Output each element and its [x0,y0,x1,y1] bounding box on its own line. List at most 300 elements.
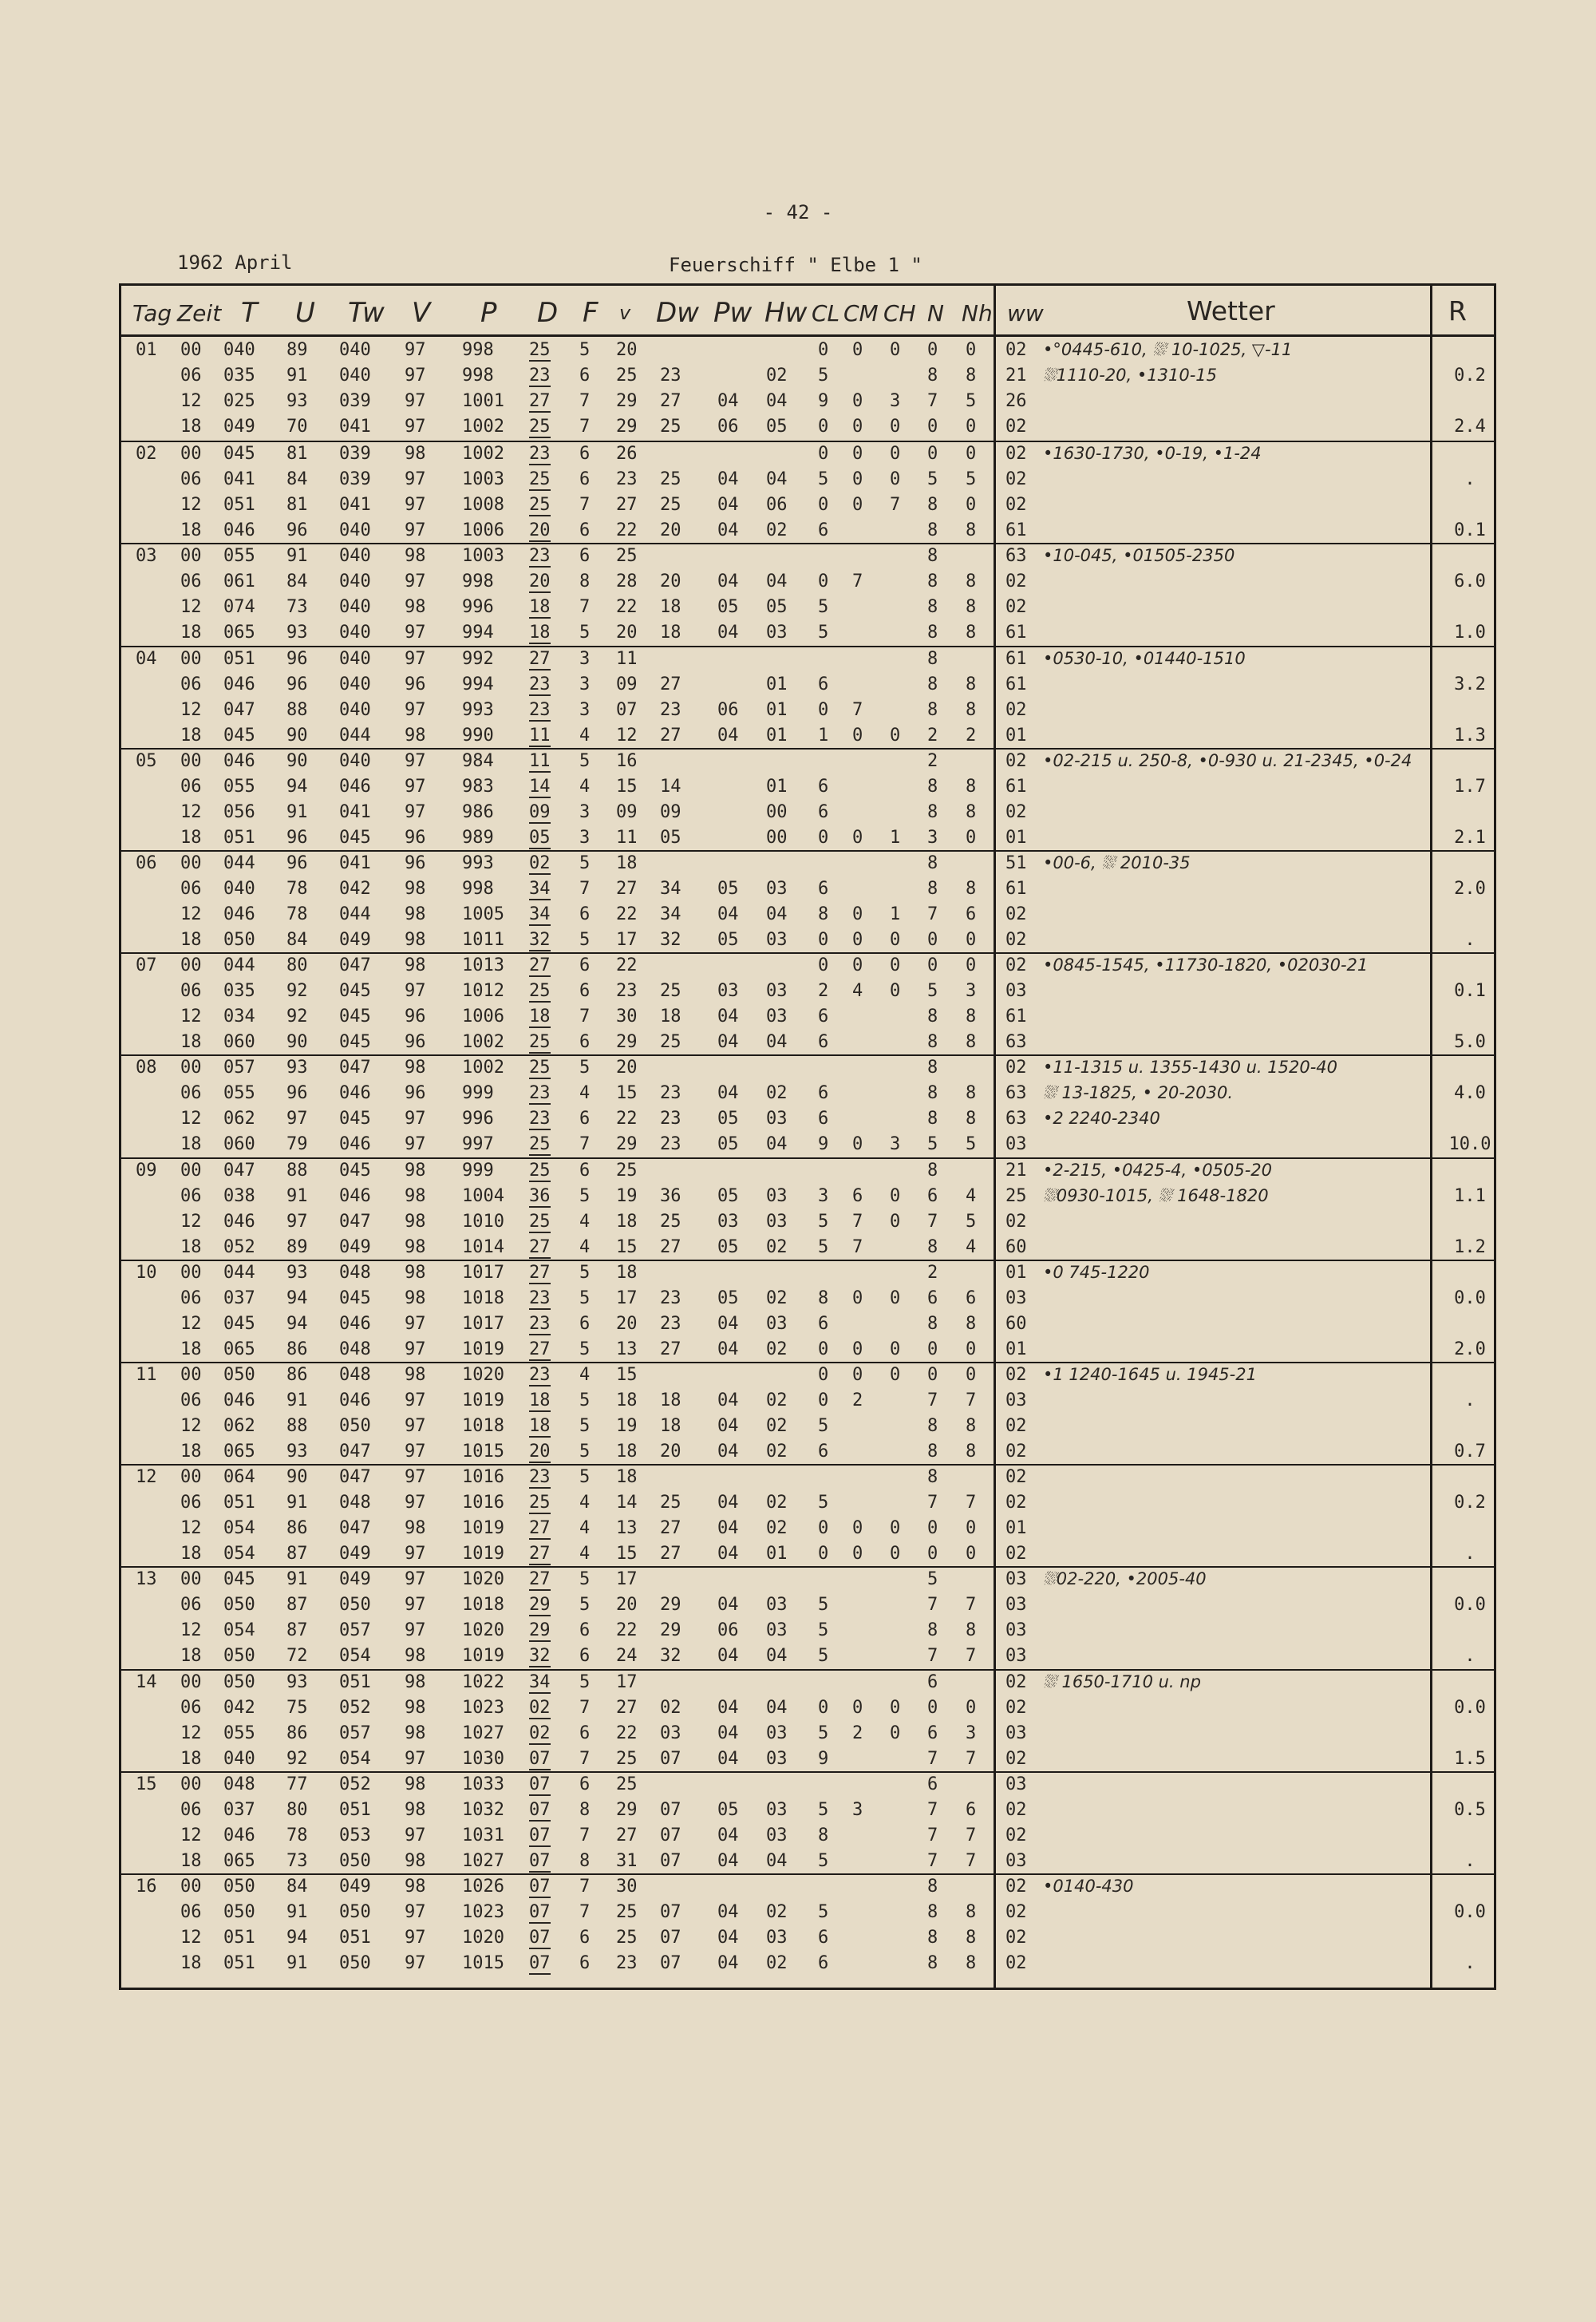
cell-v: 97 [405,1902,426,1922]
cell-u: 84 [286,572,308,592]
cell-v: 98 [405,725,426,746]
cell-pw: 04 [717,1339,739,1359]
cell-v: 97 [405,1416,426,1436]
cell-dw: 23 [660,1288,681,1308]
cell-v: 98 [405,930,426,950]
cell-dw: 32 [660,930,681,950]
cell-p: 1019 [462,1518,504,1539]
cell-t: 06 [180,776,202,797]
cell-pw: 05 [717,1236,739,1257]
cell-hw: 04 [766,469,788,490]
cell-v: 07 [616,699,638,720]
cell-pw: 03 [717,1211,739,1232]
cell-cm: 4 [852,981,863,1002]
cell-t: 18 [180,1339,202,1359]
cell-p: 992 [462,648,494,669]
cell-pw: 04 [717,1928,739,1948]
cell-t: 035 [223,366,255,386]
cell-f: 7 [579,1007,591,1027]
cell-v: 23 [616,469,638,490]
cell-t: 00 [180,955,202,976]
cell-p: 990 [462,725,494,746]
cell-cl: 6 [818,674,829,694]
cell-t: 18 [180,930,202,950]
cell-tw: 047 [339,1442,371,1462]
cell-ch: 0 [890,417,901,437]
cell-pw: 04 [717,1544,739,1564]
header-station: Feuerschiff " Elbe 1 " [669,254,922,276]
cell-tw: 046 [339,1313,371,1334]
cell-ww: 02 [1005,1748,1027,1769]
cell-ww: 02 [1005,1902,1027,1922]
cell-nh: 0 [966,1697,977,1718]
cell-d: 18 [529,1390,551,1410]
cell-f: 3 [579,699,591,720]
cell-p: 996 [462,1109,494,1129]
cell-d: 23 [529,699,551,720]
table-row [121,1236,1494,1261]
day-block [121,1873,1494,1977]
cell-dw: 27 [660,725,681,746]
cell-t: 00 [180,444,202,465]
col-v: v [619,302,631,324]
cell-d: 07 [529,1928,551,1948]
table-row [121,468,1494,493]
cell-u: 78 [286,904,308,924]
cell-tw: 039 [339,444,371,465]
table-row [121,1849,1494,1875]
cell-u: 81 [286,495,308,516]
cell-ch: 3 [890,391,901,411]
cell-cl: 5 [818,1850,829,1871]
table-row [121,979,1494,1005]
cell-cl: 6 [818,879,829,899]
cell-v: 97 [405,981,426,1002]
cell-pw: 04 [717,1007,739,1027]
cell-hw: 04 [766,391,788,411]
cell-dw: 25 [660,1211,681,1232]
cell-cl: 6 [818,520,829,541]
cell-ww: 03 [1005,1850,1027,1871]
cell-dw: 32 [660,1646,681,1667]
cell-cl: 5 [818,366,829,386]
cell-v: 27 [616,1825,638,1845]
table-row [121,903,1494,928]
cell-ww: 01 [1005,725,1027,746]
cell-f: 4 [579,776,591,797]
cell-v: 97 [405,1134,426,1155]
cell-hw: 04 [766,1134,788,1155]
cell-t: 055 [223,1723,255,1743]
cell-v: 22 [616,1109,638,1129]
cell-dw: 29 [660,1595,681,1616]
cell-tw: 044 [339,725,371,746]
cell-t: 074 [223,597,255,618]
cell-nh: 4 [966,1185,977,1206]
cell-cl: 5 [818,1620,829,1641]
cell-t: 12 [180,597,202,618]
cell-ww: 02 [1005,801,1027,822]
cell-nh: 8 [966,801,977,822]
cell-v: 97 [405,801,426,822]
cell-nh: 8 [966,1032,977,1053]
cell-u: 96 [286,520,308,541]
cell-d: 02 [529,853,551,873]
cell-t: 044 [223,1262,255,1283]
cell-v: 97 [405,1928,426,1948]
cell-n: 7 [927,1850,938,1871]
cell-dw: 25 [660,417,681,437]
cell-t: 065 [223,623,255,643]
cell-n: 7 [927,1390,938,1410]
cell-t: 047 [223,1160,255,1181]
cell-u: 84 [286,930,308,950]
cell-pw: 05 [717,1134,739,1155]
cell-t: 046 [223,1825,255,1845]
cell-n: 8 [927,572,938,592]
cell-f: 5 [579,750,591,771]
cell-nh: 8 [966,1953,977,1973]
cell-u: 92 [286,981,308,1002]
cell-p: 1013 [462,955,504,976]
cell-d: 18 [529,623,551,643]
cell-hw: 02 [766,1339,788,1359]
cell-v: 97 [405,1390,426,1410]
cell-ww: 02 [1005,955,1027,976]
cell-r: 1.7 [1454,776,1486,797]
table-row [121,877,1494,903]
cell-d: 18 [529,597,551,618]
cell-pw: 06 [717,1620,739,1641]
table-row [121,647,1494,673]
cell-v: 29 [616,417,638,437]
cell-day: 01 [136,340,157,360]
cell-d: 20 [529,520,551,541]
table-row [121,1491,1494,1517]
cell-hw: 04 [766,1032,788,1053]
cell-hw: 04 [766,904,788,924]
cell-d: 11 [529,725,551,746]
table-row [121,1517,1494,1542]
cell-ww: 01 [1005,1518,1027,1539]
cell-u: 92 [286,1007,308,1027]
cell-v: 24 [616,1646,638,1667]
table-row [121,1926,1494,1952]
cell-d: 07 [529,1850,551,1871]
cell-nh: 8 [966,1313,977,1334]
weather-note: •02-215 u. 250-8, •0-930 u. 21-2345, •0-24 [1043,750,1412,770]
table-row [121,519,1494,544]
cell-v: 29 [616,391,638,411]
cell-v: 27 [616,879,638,899]
cell-p: 1006 [462,1007,504,1027]
cell-v: 23 [616,1953,638,1973]
table-row [121,698,1494,724]
cell-dw: 29 [660,1620,681,1641]
cell-r: 0.1 [1454,520,1486,541]
cell-ww: 63 [1005,1109,1027,1129]
cell-day: 08 [136,1058,157,1078]
cell-d: 23 [529,1109,551,1129]
cell-v: 98 [405,1058,426,1078]
cell-pw: 05 [717,1185,739,1206]
cell-p: 1018 [462,1288,504,1308]
cell-tw: 041 [339,495,371,516]
cell-t: 050 [223,1671,255,1692]
cell-tw: 042 [339,879,371,899]
cell-cl: 0 [818,572,829,592]
cell-ww: 02 [1005,417,1027,437]
cell-p: 983 [462,776,494,797]
cell-n: 8 [927,366,938,386]
cell-hw: 04 [766,1646,788,1667]
table-row [121,928,1494,954]
cell-v: 98 [405,1211,426,1232]
cell-hw: 03 [766,1211,788,1232]
table-row [121,801,1494,826]
cell-tw: 051 [339,1671,371,1692]
cell-t: 12 [180,1313,202,1334]
cell-nh: 5 [966,391,977,411]
cell-v: 98 [405,955,426,976]
cell-n: 8 [927,520,938,541]
cell-ww: 61 [1005,648,1027,669]
cell-u: 75 [286,1697,308,1718]
cell-v: 17 [616,930,638,950]
day-block [121,1260,1494,1363]
cell-tw: 049 [339,1236,371,1257]
cell-cl: 5 [818,623,829,643]
table-row [121,1082,1494,1107]
cell-cl: 5 [818,1646,829,1667]
cell-u: 94 [286,776,308,797]
cell-dw: 27 [660,1518,681,1539]
cell-r: 1.1 [1454,1185,1486,1206]
cell-cl: 5 [818,597,829,618]
cell-d: 25 [529,1032,551,1053]
cell-d: 27 [529,391,551,411]
cell-cl: 6 [818,1442,829,1462]
cell-v: 18 [616,1262,638,1283]
cell-p: 998 [462,366,494,386]
cell-nh: 8 [966,1083,977,1104]
cell-cl: 5 [818,469,829,490]
cell-t: 042 [223,1697,255,1718]
cell-ww: 02 [1005,750,1027,771]
cell-d: 27 [529,1262,551,1283]
cell-f: 5 [579,1185,591,1206]
cell-v: 97 [405,495,426,516]
cell-hw: 03 [766,1185,788,1206]
cell-t: 06 [180,1799,202,1820]
cell-u: 80 [286,1799,308,1820]
cell-f: 5 [579,1595,591,1616]
cell-v: 25 [616,1160,638,1181]
cell-pw: 04 [717,1442,739,1462]
cell-p: 1015 [462,1953,504,1973]
cell-dw: 20 [660,520,681,541]
cell-v: 25 [616,1748,638,1769]
cell-t: 06 [180,1493,202,1513]
cell-t: 062 [223,1416,255,1436]
cell-f: 4 [579,1236,591,1257]
cell-pw: 04 [717,904,739,924]
cell-tw: 057 [339,1620,371,1641]
weather-note: •1630-1730, •0-19, •1-24 [1043,444,1262,464]
cell-t: 062 [223,1109,255,1129]
cell-tw: 048 [339,1493,371,1513]
table-row [121,1824,1494,1849]
cell-t: 054 [223,1620,255,1641]
table-row [121,1312,1494,1338]
cell-p: 1011 [462,930,504,950]
cell-t: 051 [223,1493,255,1513]
cell-ww: 02 [1005,904,1027,924]
cell-cl: 6 [818,1953,829,1973]
cell-pw: 04 [717,1518,739,1539]
cell-n: 5 [927,469,938,490]
cell-f: 5 [579,1262,591,1283]
cell-ww: 02 [1005,1825,1027,1845]
cell-r: . [1464,1544,1476,1564]
cell-cm: 0 [852,1339,863,1359]
cell-f: 6 [579,1774,591,1794]
cell-ww: 03 [1005,1134,1027,1155]
day-block [121,1054,1494,1158]
cell-day: 16 [136,1877,157,1897]
cell-t: 064 [223,1467,255,1488]
cell-ww: 63 [1005,546,1027,567]
cell-hw: 03 [766,1313,788,1334]
cell-pw: 05 [717,597,739,618]
cell-dw: 20 [660,572,681,592]
cell-t: 050 [223,930,255,950]
cell-t: 12 [180,1518,202,1539]
cell-p: 996 [462,597,494,618]
cell-r: . [1464,1390,1476,1410]
cell-day: 05 [136,750,157,771]
cell-tw: 048 [339,1339,371,1359]
cell-ch: 3 [890,1134,901,1155]
cell-f: 3 [579,674,591,694]
cell-v: 98 [405,1518,426,1539]
cell-t: 034 [223,1007,255,1027]
cell-u: 91 [286,1185,308,1206]
cell-cl: 0 [818,1518,829,1539]
cell-ww: 63 [1005,1083,1027,1104]
cell-hw: 01 [766,674,788,694]
cell-pw: 04 [717,1953,739,1973]
cell-n: 3 [927,827,938,848]
cell-hw: 04 [766,1850,788,1871]
cell-nh: 0 [966,417,977,437]
cell-d: 18 [529,1416,551,1436]
cell-d: 20 [529,1442,551,1462]
cell-d: 23 [529,1313,551,1334]
weather-note: ⛆ 13-1825, • 20-2030. [1043,1083,1234,1103]
cell-nh: 6 [966,904,977,924]
cell-tw: 047 [339,1467,371,1488]
cell-u: 91 [286,366,308,386]
cell-dw: 18 [660,1390,681,1410]
cell-cm: 0 [852,469,863,490]
cell-t: 055 [223,1083,255,1104]
cell-p: 1002 [462,1058,504,1078]
cell-tw: 051 [339,1799,371,1820]
cell-v: 98 [405,1160,426,1181]
cell-cm: 2 [852,1723,863,1743]
cell-v: 96 [405,827,426,848]
cell-v: 97 [405,1313,426,1334]
cell-d: 25 [529,1493,551,1513]
cell-v: 29 [616,1134,638,1155]
cell-p: 1020 [462,1365,504,1385]
cell-ww: 02 [1005,1467,1027,1488]
cell-p: 1033 [462,1774,504,1794]
cell-tw: 047 [339,1058,371,1078]
cell-tw: 045 [339,981,371,1002]
cell-pw: 05 [717,879,739,899]
cell-nh: 7 [966,1493,977,1513]
cell-cm: 0 [852,955,863,976]
table-row [121,1159,1494,1185]
cell-u: 97 [286,1211,308,1232]
table-row [121,1185,1494,1210]
cell-u: 94 [286,1288,308,1308]
cell-f: 3 [579,827,591,848]
cell-r: . [1464,1646,1476,1667]
cell-n: 0 [927,1518,938,1539]
cell-nh: 2 [966,725,977,746]
cell-t: 040 [223,1748,255,1769]
weather-note: •1 1240-1645 u. 1945-21 [1043,1365,1257,1384]
cell-t: 051 [223,495,255,516]
cell-n: 8 [927,801,938,822]
cell-t: 12 [180,801,202,822]
cell-day: 09 [136,1160,157,1181]
cell-u: 91 [286,1902,308,1922]
cell-ww: 02 [1005,1058,1027,1078]
cell-n: 6 [927,1288,938,1308]
cell-dw: 18 [660,1007,681,1027]
cell-r: 4.0 [1454,1083,1486,1104]
cell-p: 1002 [462,1032,504,1053]
cell-v: 09 [616,801,638,822]
cell-u: 96 [286,827,308,848]
weather-note: •0 745-1220 [1043,1262,1150,1282]
weather-table [119,283,1496,1990]
cell-dw: 02 [660,1697,681,1718]
cell-d: 23 [529,1365,551,1385]
cell-p: 1006 [462,520,504,541]
cell-nh: 6 [966,1288,977,1308]
cell-tw: 054 [339,1748,371,1769]
cell-t: 12 [180,699,202,720]
cell-v: 11 [616,648,638,669]
cell-v: 98 [405,1799,426,1820]
cell-n: 0 [927,1697,938,1718]
cell-n: 0 [927,930,938,950]
cell-u: 87 [286,1620,308,1641]
cell-p: 1008 [462,495,504,516]
cell-cm: 7 [852,1211,863,1232]
table-row [121,1696,1494,1722]
col-V: V [412,297,431,329]
cell-t: 18 [180,1236,202,1257]
cell-n: 7 [927,904,938,924]
cell-cl: 6 [818,776,829,797]
cell-dw: 18 [660,623,681,643]
